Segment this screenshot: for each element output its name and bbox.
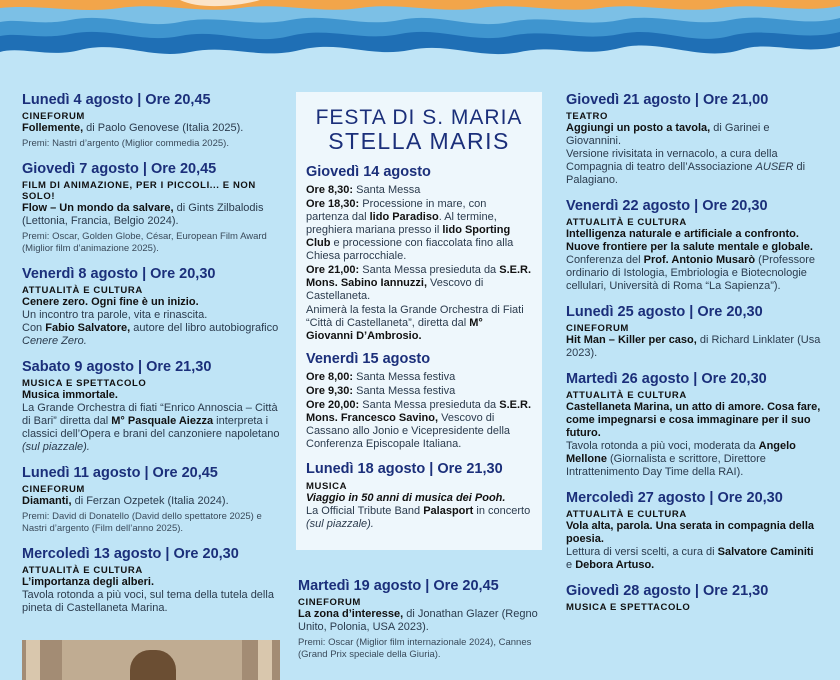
event-item: [22, 359, 284, 454]
event-title: Aggiungi un posto a tavola,: [566, 122, 711, 134]
event-title: Hit Man – Killer per caso,: [566, 334, 697, 346]
association-name: AUSER: [755, 161, 794, 173]
statue-image: [130, 650, 176, 680]
event-description: Lettura di versi scelti, a cura di: [566, 546, 718, 558]
schedule-text: Animerà la festa la Grande Orchestra di Fiati “Città di Castellaneta”, diretta dal: [306, 304, 524, 329]
event-item: [566, 583, 822, 613]
schedule-text: Processione in mare, con partenza dal: [306, 198, 487, 223]
right-column: [566, 92, 822, 624]
event-reader: Salvatore Caminiti: [717, 546, 814, 558]
event-date: Giovedì 7 agosto | Ore 20,45: [22, 161, 217, 177]
event-category: CINEFORUM: [22, 484, 85, 495]
schedule-text: La Official Tribute Band: [306, 505, 424, 517]
event-item: [566, 304, 822, 360]
event-description: di Garinei e Giovannini.: [566, 122, 770, 147]
festa-day-date: Giovedì 14 agosto: [306, 164, 431, 180]
event-category: MUSICA: [306, 481, 348, 492]
event-item: [566, 198, 822, 293]
event-item: [22, 92, 284, 150]
event-item: [566, 371, 822, 479]
event-item: [22, 546, 284, 615]
event-description: Versione rivisitata in vernacolo, a cura della Compagnia di teatro dell’Associazione: [566, 148, 778, 173]
schedule-person: S.E.R. Mons. Francesco Savino,: [306, 399, 532, 424]
schedule-time: Ore 9,30:: [306, 385, 354, 397]
event-title: Cenere zero. Ogni fine è un inizio.: [22, 296, 199, 308]
event-title: La zona d’interesse,: [298, 608, 404, 620]
event-description: La Grande Orchestra di fiati “Enrico Annoscia – Città di Bari” diretta dal: [22, 402, 278, 427]
event-awards: Premi: David di Donatello (David dello spettatore 2025) e Nastri d’argento (Film dell’anno 2025).: [22, 511, 262, 534]
event-description: Conferenza del: [566, 254, 644, 266]
schedule-time: Ore 8,00:: [306, 371, 354, 383]
event-date: Lunedì 25 agosto | Ore 20,30: [566, 304, 763, 320]
event-category: ATTUALITÀ E CULTURA: [566, 390, 687, 401]
event-description: interpreta i classici dell’Opera e brani del canzoniere napoletano: [22, 415, 280, 440]
festa-panel: [296, 92, 542, 550]
schedule-person: S.E.R. Mons. Sabino Iannuzzi,: [306, 264, 532, 289]
event-description: Tavola rotonda a più voci, moderata da: [566, 440, 759, 452]
event-title: Castellaneta Marina, un atto di amore. Cosa fare, come impegnarsi e cosa immaginare per il suo futuro.: [566, 401, 821, 439]
event-date: Giovedì 28 agosto | Ore 21,30: [566, 583, 769, 599]
schedule-text: Santa Messa: [353, 184, 421, 196]
event-item: [22, 161, 284, 255]
event-category: MUSICA E SPETTACOLO: [566, 602, 691, 613]
schedule-time: Ore 18,30:: [306, 198, 360, 210]
event-category: TEATRO: [566, 111, 608, 122]
event-description: Tavola rotonda a più voci, sul tema della tutela della pineta di Castellaneta Marina.: [22, 589, 274, 614]
event-title: Vola alta, parola. Una serata in compagnia della poesia.: [566, 520, 814, 545]
event-description: di Jonathan Glazer (Regno Unito, Polonia, USA 2023).: [298, 608, 538, 633]
event-description: e: [566, 559, 576, 571]
event-description: Con: [22, 322, 46, 334]
event-description: (Giornalista e scrittore, Direttore Intrattenimento Day Time della RAI).: [566, 453, 766, 478]
schedule-text: Santa Messa festiva: [353, 385, 456, 397]
event-date: Mercoledì 27 agosto | Ore 20,30: [566, 490, 783, 506]
event-category: CINEFORUM: [298, 597, 361, 608]
festa-title-line2: STELLA MARIS: [328, 128, 510, 154]
event-item: [566, 92, 822, 187]
schedule-text: Santa Messa festiva: [353, 371, 456, 383]
event-awards: Premi: Oscar, Golden Globe, César, European Film Award (Miglior film d’animazione 2025).: [22, 231, 267, 254]
event-title: Viaggio in 50 anni di musica dei Pooh.: [306, 492, 506, 504]
event-awards: Premi: Nastri d’argento (Miglior commedia 2025).: [22, 138, 229, 149]
event-title: Musica immortale.: [22, 389, 118, 401]
schedule-text: Vescovo di Cassano allo Jonio e Vicepresidente della Conferenza Episcopale Italiana.: [306, 412, 511, 450]
event-location: (sul piazzale).: [306, 518, 374, 530]
event-description: di Gints Zilbalodis (Lettonia, Francia, Belgio 2024).: [22, 202, 264, 227]
schedule-time: Ore 21,00:: [306, 264, 360, 276]
event-title: Diamanti,: [22, 495, 72, 507]
event-location: (sul piazzale).: [22, 441, 90, 453]
event-date: Mercoledì 13 agosto | Ore 20,30: [22, 546, 239, 562]
schedule-text: Santa Messa presieduta da: [359, 399, 500, 411]
event-description: di Paolo Genovese (Italia 2025).: [83, 122, 244, 134]
event-category: ATTUALITÀ E CULTURA: [566, 217, 687, 228]
event-speaker: Prof. Antonio Musarò: [643, 254, 756, 266]
schedule-text: Vescovo di Castellaneta.: [306, 277, 484, 302]
event-date: Martedì 19 agosto | Ore 20,45: [298, 578, 499, 594]
band-name: Palasport: [423, 505, 474, 517]
schedule-text: in concerto: [473, 505, 531, 517]
event-date: Venerdì 22 agosto | Ore 20,30: [566, 198, 768, 214]
event-reader: Debora Artuso.: [575, 559, 655, 571]
event-description: di Palagiano.: [566, 161, 806, 186]
book-title: Cenere Zero.: [22, 335, 87, 347]
event-description: (Professore ordinario di Istologia, Embriologia e Biotecnologie cellulari, Università di Roma “La Sapienza”).: [566, 254, 816, 292]
event-awards: Premi: Oscar (Miglior film internazionale 2024), Cannes (Grand Prix speciale della Giuria).: [298, 637, 532, 660]
header-waves-decoration: [0, 0, 840, 90]
event-description: di Ferzan Ozpetek (Italia 2024).: [71, 495, 229, 507]
event-category: CINEFORUM: [22, 111, 85, 122]
event-category: ATTUALITÀ E CULTURA: [22, 285, 143, 296]
schedule-person: M° Giovanni D’Ambrosio.: [306, 317, 483, 342]
event-item: [22, 465, 284, 535]
event-title: Flow – Un mondo da salvare,: [22, 202, 174, 214]
event-title: L’importanza degli alberi.: [22, 576, 155, 588]
schedule-place: lido Paradiso: [369, 211, 439, 223]
event-item: [22, 266, 284, 348]
event-description: di Richard Linklater (Usa 2023).: [566, 334, 821, 359]
festa-title: [306, 106, 532, 154]
event-date: Lunedì 11 agosto | Ore 20,45: [22, 465, 218, 481]
event-category: MUSICA E SPETTACOLO: [22, 378, 147, 389]
event-speaker: Fabio Salvatore,: [45, 322, 131, 334]
event-description: Un incontro tra parole, vita e rinascita.: [22, 309, 208, 321]
festa-title-line1: FESTA DI S. MARIA: [315, 106, 523, 129]
schedule-time: Ore 20,00:: [306, 399, 360, 411]
event-moderator: Angelo Mellone: [566, 440, 796, 465]
schedule-text: Santa Messa presieduta da: [359, 264, 500, 276]
left-column: [22, 92, 284, 626]
event-date: Sabato 9 agosto | Ore 21,30: [22, 359, 212, 375]
event-date: Giovedì 21 agosto | Ore 21,00: [566, 92, 769, 108]
schedule-text: . Al termine, preghiera mariana presso il: [306, 211, 497, 236]
schedule-place: lido Sporting Club: [306, 224, 511, 249]
event-category: CINEFORUM: [566, 323, 629, 334]
festa-day-date: Venerdì 15 agosto: [306, 351, 431, 367]
event-item: [298, 578, 542, 661]
event-conductor: M° Pasquale Aiezza: [111, 415, 214, 427]
event-date: Lunedì 4 agosto | Ore 20,45: [22, 92, 211, 108]
event-category: ATTUALITÀ E CULTURA: [566, 509, 687, 520]
event-date: Lunedì 18 agosto | Ore 21,30: [306, 461, 503, 477]
event-description: autore del libro autobiografico: [130, 322, 279, 334]
event-title: Follemente,: [22, 122, 84, 134]
schedule-time: Ore 8,30:: [306, 184, 354, 196]
church-photo: [22, 640, 280, 680]
event-item: [566, 490, 822, 572]
event-category: FILM DI ANIMAZIONE, PER I PICCOLI... E NON SOLO!: [22, 180, 256, 202]
event-date: Martedì 26 agosto | Ore 20,30: [566, 371, 767, 387]
schedule-text: e processione con fiaccolata fino alla Chiesa parrocchiale.: [306, 237, 514, 262]
event-title: Intelligenza naturale e artificiale a confronto. Nuove frontiere per la salute mentale e globale.: [566, 228, 813, 253]
event-date: Venerdì 8 agosto | Ore 20,30: [22, 266, 216, 282]
event-category: ATTUALITÀ E CULTURA: [22, 565, 143, 576]
